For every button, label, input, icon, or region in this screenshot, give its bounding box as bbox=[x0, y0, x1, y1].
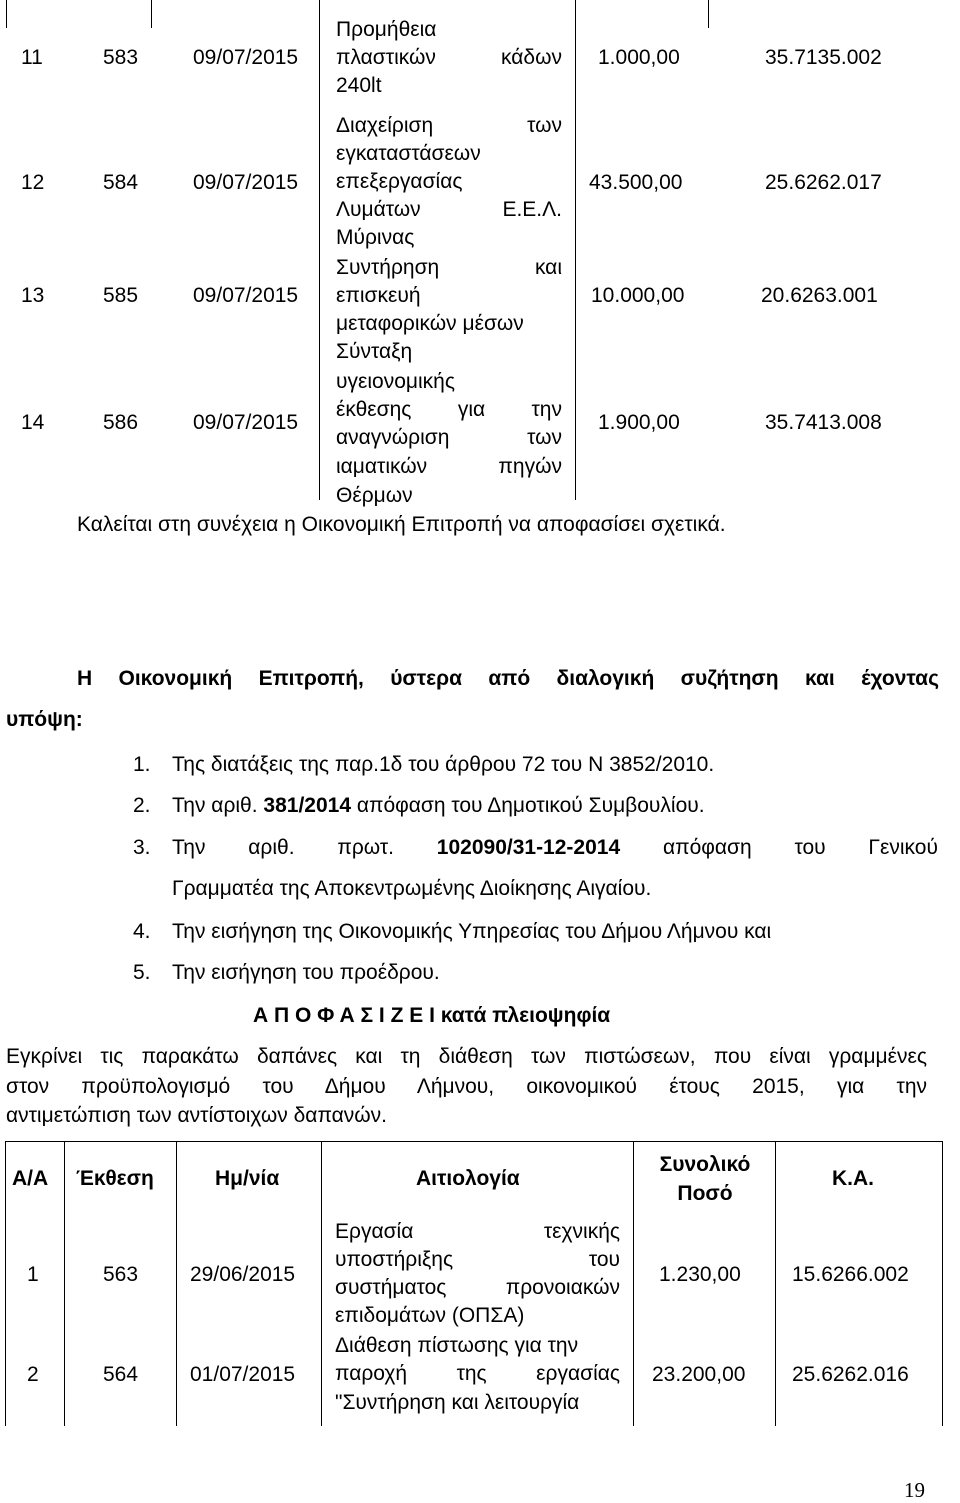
cell-ekthesi: 563 bbox=[103, 1263, 139, 1286]
word: της bbox=[456, 1362, 487, 1385]
word: ιαματικών bbox=[336, 455, 428, 478]
cell-aitiologia-line: επιδομάτων (ΟΠΣΑ) bbox=[335, 1304, 525, 1327]
word: Διαχείριση bbox=[336, 114, 434, 137]
table-border bbox=[5, 1141, 6, 1426]
word: των bbox=[527, 114, 562, 137]
word: Εργασία bbox=[335, 1220, 414, 1243]
cell-aa: 2 bbox=[27, 1363, 39, 1386]
cell-aitiologia-line: Μύρινας bbox=[336, 226, 415, 249]
cell-aitiologia-line bbox=[336, 398, 562, 422]
word: Ε.Ε.Λ. bbox=[502, 198, 562, 221]
word: παροχή bbox=[335, 1362, 408, 1385]
list-text bbox=[172, 794, 705, 818]
cell-ekthesi: 584 bbox=[103, 171, 139, 194]
list-text-continued: Γραμματέα της Αποκεντρωμένης Διοίκησης Αιγαίου. bbox=[172, 877, 652, 900]
cell-date: 29/06/2015 bbox=[190, 1263, 296, 1286]
cell-aitiologia-line: Θέρμων bbox=[336, 484, 413, 507]
header-aitiologia: Αιτιολογία bbox=[416, 1167, 520, 1190]
list-number: 2. bbox=[133, 794, 151, 817]
cell-ekthesi: 564 bbox=[103, 1363, 139, 1386]
list-text-pre: Την αριθ. bbox=[172, 794, 264, 817]
cell-aa: 1 bbox=[27, 1263, 39, 1286]
word: του bbox=[588, 1248, 620, 1271]
cell-date: 09/07/2015 bbox=[193, 411, 299, 434]
cell-aitiologia-line: Διάθεση πίστωσης για την bbox=[335, 1334, 579, 1357]
list-number: 3. bbox=[133, 836, 151, 859]
word: πλαστικών bbox=[336, 46, 436, 69]
approval-line: Εγκρίνει τις παρακάτω δαπάνες και τη διάθεση των πιστώσεων, που είναι γραμμένες bbox=[6, 1045, 927, 1068]
table-border bbox=[321, 1141, 322, 1426]
cell-ka: 25.6262.017 bbox=[765, 171, 882, 194]
word: προνοιακών bbox=[505, 1276, 620, 1299]
call-text: Καλείται στη συνέχεια η Οικονομική Επιτροπή να αποφασίσει σχετικά. bbox=[77, 513, 726, 536]
cell-aitiologia-line: 240lt bbox=[336, 74, 382, 97]
header-poso: Ποσό bbox=[677, 1182, 733, 1205]
word: του bbox=[794, 836, 826, 859]
table-border bbox=[6, 0, 7, 28]
word: την bbox=[531, 398, 562, 421]
decision-number: 381/2014 bbox=[263, 794, 351, 817]
word: των bbox=[527, 426, 562, 449]
table-border bbox=[151, 0, 152, 28]
word: Λυμάτων bbox=[336, 198, 421, 221]
header-aa: Α/Α bbox=[12, 1167, 49, 1190]
cell-poso: 43.500,00 bbox=[589, 171, 683, 194]
word: για bbox=[457, 398, 486, 421]
table-border bbox=[176, 1141, 177, 1426]
word: κάδων bbox=[501, 46, 562, 69]
list-text: Την εισήγηση της Οικονομικής Υπηρεσίας του Δήμου Λήμνου και bbox=[172, 920, 772, 943]
cell-ka: 20.6263.001 bbox=[761, 284, 878, 307]
header-ekthesi: Έκθεση bbox=[76, 1167, 154, 1190]
table-border bbox=[633, 1141, 634, 1426]
table-border bbox=[575, 0, 576, 500]
cell-aa: 13 bbox=[21, 284, 45, 307]
cell-aitiologia-line bbox=[336, 198, 562, 222]
cell-aitiologia-line: επεξεργασίας bbox=[336, 170, 463, 193]
word: Γενικού bbox=[868, 836, 938, 859]
cell-aitiologia-line: εγκαταστάσεων bbox=[336, 142, 481, 165]
cell-aa: 12 bbox=[21, 171, 45, 194]
word: συστήματος bbox=[335, 1276, 447, 1299]
cell-ka: 25.6262.016 bbox=[792, 1363, 909, 1386]
cell-poso: 10.000,00 bbox=[591, 284, 685, 307]
word: τεχνικής bbox=[543, 1220, 620, 1243]
cell-aa: 14 bbox=[21, 411, 45, 434]
header-date: Ημ/νία bbox=[215, 1167, 280, 1190]
cell-aitiologia-line: Προμήθεια bbox=[336, 18, 437, 41]
approval-line: αντιμετώπιση των αντίστοιχων δαπανών. bbox=[6, 1104, 388, 1127]
cell-ekthesi: 585 bbox=[103, 284, 139, 307]
cell-aitiologia-line bbox=[336, 46, 562, 70]
cell-date: 09/07/2015 bbox=[193, 171, 299, 194]
table-border bbox=[5, 1141, 943, 1142]
word: απόφαση bbox=[662, 836, 752, 859]
word: έκθεσης bbox=[336, 398, 412, 421]
considering-label: υπόψη: bbox=[6, 708, 83, 731]
cell-date: 09/07/2015 bbox=[193, 46, 299, 69]
cell-aitiologia-line bbox=[336, 114, 562, 138]
table-border bbox=[775, 1141, 776, 1426]
header-poso: Συνολικό bbox=[659, 1153, 751, 1176]
cell-aitiologia-line bbox=[335, 1220, 620, 1244]
cell-aitiologia-line: επισκευή bbox=[336, 284, 421, 307]
word: εργασίας bbox=[536, 1362, 620, 1385]
list-text-post: απόφαση του Δημοτικού Συμβουλίου. bbox=[351, 794, 705, 817]
word: και bbox=[534, 256, 562, 279]
cell-aitiologia-line bbox=[336, 455, 562, 479]
table-border bbox=[64, 1141, 65, 1426]
cell-ka: 15.6266.002 bbox=[792, 1263, 909, 1286]
cell-aitiologia-line bbox=[336, 426, 562, 450]
considering-line: Η Οικονομική Επιτροπή, ύστερα από διαλογική συζήτηση και έχοντας bbox=[77, 667, 939, 690]
cell-aitiologia-line bbox=[335, 1362, 620, 1386]
cell-poso: 1.230,00 bbox=[659, 1263, 741, 1286]
word: υποστήριξης bbox=[335, 1248, 454, 1271]
cell-aitiologia-line bbox=[335, 1276, 620, 1300]
list-number: 1. bbox=[133, 753, 151, 776]
cell-aitiologia-line: υγειονομικής bbox=[336, 370, 455, 393]
word: αριθ. bbox=[248, 836, 295, 859]
word: πρωτ. bbox=[337, 836, 394, 859]
cell-ka: 35.7135.002 bbox=[765, 46, 882, 69]
word: Συντήρηση bbox=[336, 256, 440, 279]
cell-ekthesi: 586 bbox=[103, 411, 139, 434]
cell-aitiologia-line: Σύνταξη bbox=[336, 340, 413, 363]
list-text: Της διατάξεις της παρ.1δ του άρθρου 72 του Ν 3852/2010. bbox=[172, 753, 715, 776]
cell-ka: 35.7413.008 bbox=[765, 411, 882, 434]
cell-aa: 11 bbox=[21, 46, 43, 69]
word: πηγών bbox=[498, 455, 562, 478]
approval-line: στον προϋπολογισμό του Δήμου Λήμνου, οικονομικού έτους 2015, για την bbox=[6, 1075, 927, 1098]
decision-heading: Α Π Ο Φ Α Σ Ι Ζ Ε Ι κατά πλειοψηφία bbox=[253, 1004, 611, 1027]
word: αναγνώριση bbox=[336, 426, 450, 449]
cell-date: 01/07/2015 bbox=[190, 1363, 296, 1386]
table-border bbox=[708, 0, 709, 28]
list-number: 5. bbox=[133, 961, 151, 984]
header-ka: Κ.Α. bbox=[832, 1167, 874, 1190]
cell-poso: 1.000,00 bbox=[598, 46, 680, 69]
list-number: 4. bbox=[133, 920, 151, 943]
cell-aitiologia-line bbox=[336, 256, 562, 280]
cell-aitiologia-line: "Συντήρηση και λειτουργία bbox=[335, 1391, 580, 1414]
cell-poso: 1.900,00 bbox=[598, 411, 680, 434]
table-border bbox=[319, 0, 320, 500]
cell-aitiologia-line: μεταφορικών μέσων bbox=[336, 312, 524, 335]
cell-poso: 23.200,00 bbox=[652, 1363, 746, 1386]
cell-ekthesi: 583 bbox=[103, 46, 139, 69]
decision-number: 102090/31-12-2014 bbox=[436, 836, 621, 859]
list-text bbox=[172, 836, 938, 860]
cell-aitiologia-line bbox=[335, 1248, 620, 1272]
table-border bbox=[942, 1141, 943, 1426]
word: Την bbox=[172, 836, 206, 859]
page-number: 19 bbox=[904, 1478, 925, 1502]
cell-date: 09/07/2015 bbox=[193, 284, 299, 307]
list-text: Την εισήγηση του προέδρου. bbox=[172, 961, 440, 984]
